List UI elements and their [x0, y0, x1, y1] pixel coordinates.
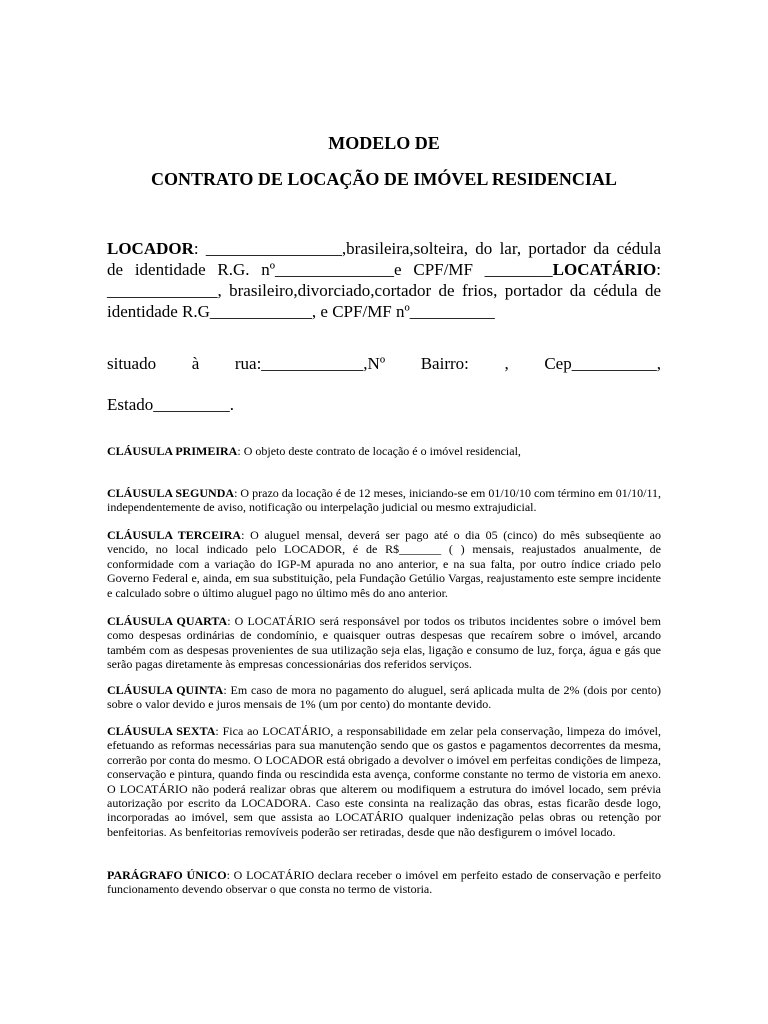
address-part: à — [191, 354, 200, 373]
clause-text: : O prazo da locação é de 12 meses, iniciando-se em 01/10/10 com término em 01/10/11, independentemente de aviso, notificação ou interpelação judicial ou mesmo extrajudicial. — [107, 486, 661, 515]
clause-heading: PARÁGRAFO ÚNICO — [107, 868, 227, 882]
document-title-line2: CONTRATO DE LOCAÇÃO DE IMÓVEL RESIDENCIAL — [151, 169, 617, 189]
paragrafo-unico — [107, 868, 661, 897]
address-part: situado — [107, 354, 157, 373]
locatario-label: LOCATÁRIO — [552, 260, 657, 279]
clause-text: : O aluguel mensal, deverá ser pago até o dia 05 (cinco) do mês subseqüente ao vencido, no local indicado pelo LOCADOR, é de R$_______ ( ) mensais, reajustados anualmente, de conformidade com a variação do IGP-M apurada no ano anterior, e na sua falta, por outro índice criado pelo Governo Federal e, ainda, em sua substituição, pela Fundação Getúlio Vargas, reajustamento este sempre incidente e calculado sobre o último aluguel pago no último mês do ano anterior. — [107, 528, 661, 600]
address-part: , — [504, 354, 509, 373]
clause-segunda — [107, 486, 661, 515]
locador-label: LOCADOR — [107, 239, 194, 258]
clause-terceira — [107, 528, 661, 600]
clause-sexta — [107, 724, 661, 839]
address-part: Cep__________, — [544, 354, 661, 373]
clause-text: : Fica ao LOCATÁRIO, a responsabilidade em zelar pela conservação, limpeza do imóvel, efetuando as reformas necessárias para sua manutenção sendo que os gastos e pagamentos decorrentes da mesma, correrão por conta do mesmo. O LOCADOR está obrigado a devolver o imóvel em perfeitas condições de limpeza, conservação e pintura, quando finda ou rescindida esta avença, conforme constante no termo de vistoria em anexo. O LOCATÁRIO não poderá realizar obras que alterem ou modifiquem a estrutura do imóvel locado, sem prévia autorização por escrito da LOCADORA. Caso este consinta na realização das obras, estas ficarão desde logo, incorporadas ao imóvel, sem que assista ao LOCATÁRIO qualquer indenização pelas obras ou retenção por benfeitorias. As benfeitorias removíveis poderão ser retiradas, desde que não desfigurem o imóvel locado. — [107, 724, 661, 839]
parties-paragraph — [107, 238, 661, 322]
estado-line: Estado_________. — [107, 395, 235, 414]
clause-heading: CLÁUSULA SEXTA — [107, 724, 216, 738]
address-part: Bairro: — [420, 354, 469, 373]
clause-text: : Em caso de mora no pagamento do aluguel, será aplicada multa de 2% (dois por cento) sobre o valor devido e juros mensais de 1% (um por cento) do montante devido. — [107, 683, 661, 712]
clause-quarta — [107, 614, 661, 672]
clause-text: : O LOCATÁRIO declara receber o imóvel em perfeito estado de conservação e perfeito funcionamento devendo observar o que consta no termo de vistoria. — [107, 868, 661, 897]
clause-text: : O LOCATÁRIO será responsável por todos os tributos incidentes sobre o imóvel bem como despesas ordinárias de condomínio, e quaisquer outras despesas que recaírem sobre o imóvel, arcando também com as despesas provenientes de sua utilização seja elas, ligação e consumo de luz, força, água e gás que serão pagas diretamente às empresas concessionárias dos referidos serviços. — [107, 614, 661, 672]
address-line — [107, 354, 661, 374]
clause-quinta — [107, 683, 661, 712]
clause-heading: CLÁUSULA PRIMEIRA — [107, 444, 238, 458]
clause-heading: CLÁUSULA TERCEIRA — [107, 528, 242, 542]
clause-primeira — [107, 444, 661, 458]
locatario-text: : _____________, brasileiro,divorciado,cortador de frios, portador da cédula de identidade R.G____________, e CPF/MF nº__________ — [107, 260, 661, 321]
clause-heading: CLÁUSULA QUINTA — [107, 683, 224, 697]
clause-text: : O objeto deste contrato de locação é o imóvel residencial, — [237, 444, 521, 458]
clause-heading: CLÁUSULA SEGUNDA — [107, 486, 235, 500]
address-part: rua:____________,Nº — [234, 354, 386, 373]
locador-text: : ________________,brasileira,solteira, do lar, portador da cédula de identidade R.G. nº______________e CPF/MF ________ — [107, 239, 661, 279]
document-title-line1: MODELO DE — [328, 133, 440, 153]
clause-heading: CLÁUSULA QUARTA — [107, 614, 228, 628]
